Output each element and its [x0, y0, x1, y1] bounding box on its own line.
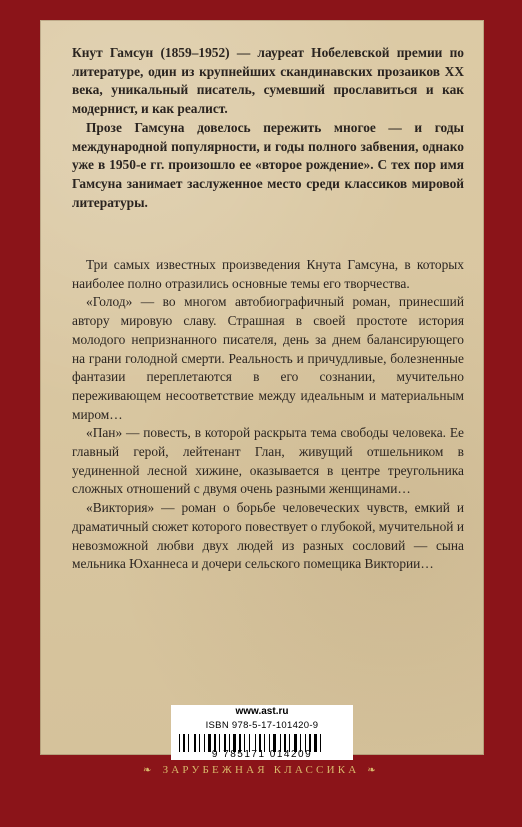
barcode-digits: 9 785171 014209 [211, 749, 313, 760]
publisher-url: www.ast.ru [235, 706, 289, 717]
intro-paragraph-2: Прозе Гамсуна довелось пережить многое — и годы международной популярности, и годы полного забвения, однако уже в 1950-е гг. произошло ее «второе рождение». С тех пор имя Гамсуна занимает заслуженное место среди классиков мировой литературы. [72, 119, 464, 210]
works-paragraph-hunger: «Голод» — во многом автобиографичный роман, принесший автору мировую славу. Страшная в своей простоте история молодого непризнанного писателя, день за днем балансирующего на грани голодной смерти. Реальность и причудливые, болезненные фантазии переплетаются в его сознании, мучительно переживающем несоответствие между идеальным и материальным миром… [72, 294, 464, 422]
works-paragraph-1: Три самых известных произведения Кнута Гамсуна, в которых наиболее полно отразились основные темы его творчества. [72, 257, 464, 291]
ornament-left-icon: ❧ [142, 765, 155, 776]
works-paragraph-victoria: «Виктория» — роман о борьбе человеческих чувств, емкий и драматичный сюжет которого повествует о глубокой, мучительной и невозможной любви двух людей из разных сословий — сына мельника Юханнеса и дочери сельского помещика Виктории… [72, 500, 464, 572]
series-title [0, 764, 522, 776]
author-intro [72, 44, 464, 212]
intro-paragraph-1: Кнут Гамсун (1859–1952) — лауреат Нобелевской премии по литературе, один из крупнейших скандинавских прозаиков XX века, уникальный писатель, сумевший прославиться и как модернист, и как реалист. [72, 45, 464, 117]
works-paragraph-pan: «Пан» — повесть, в которой раскрыта тема свободы человека. Ее главный герой, лейтенант Глан, живущий отшельником в уединенной лесной хижине, оказывается в центре треугольника сложных отношений с двумя очень разными женщинами… [72, 425, 464, 497]
isbn-text: ISBN 978-5-17-101420-9 [205, 720, 319, 731]
ornament-right-icon: ❧ [367, 765, 380, 776]
works-description [72, 256, 464, 574]
series-label: ЗАРУБЕЖНАЯ КЛАССИКА [162, 764, 360, 776]
barcode-label [171, 705, 353, 760]
